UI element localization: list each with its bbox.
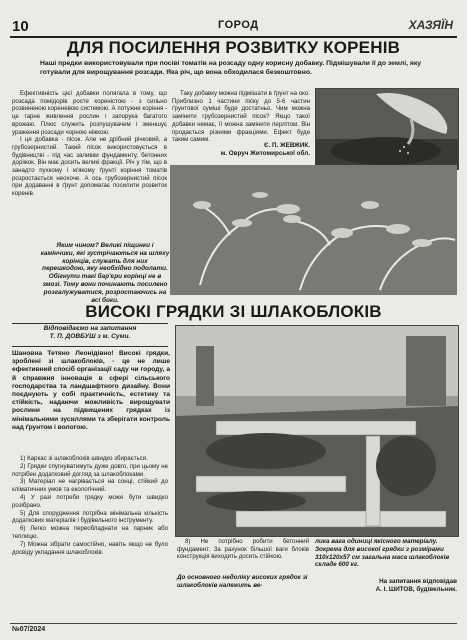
paragraph: Ефективність цієї добавки полягала в тому, що розсада помідорів росте кореністою - з сильно розвиненою кореневою системою. А потужне коріння - це гарне живлення рослин і запорука багатого врожаю. Плюс служить розпушувачем і зменшує ураження розсади чорною ніжкою. bbox=[12, 90, 167, 136]
article1-col2 bbox=[172, 90, 310, 144]
question-credit bbox=[14, 325, 166, 342]
article1-lead: Наші предки використовували при посіві томатів на розсаду одну корисну добавку. Підмішували її до землі, яку готували для вирощування розсади. Яка річ, що вона обходилася безкоштовно. bbox=[40, 60, 422, 76]
author-location: м. Овруч Житомирської обл. bbox=[220, 149, 310, 157]
question-credit-name: Т. П. ДОВБУШ з м. Суми. bbox=[49, 333, 131, 341]
answered-by-name: А. І. ШИТОВ, будівельник. bbox=[375, 585, 457, 593]
list-item: 3) Матеріал не нагрівається на сонці, стійкий до кліматичних умов та екологічний. bbox=[12, 478, 168, 494]
author-name: Є. П. ЖЕВЖИК. bbox=[263, 142, 310, 149]
list-item: 1) Каркас зі шлакоблоків швидко збирається. bbox=[20, 455, 148, 462]
footer-divider bbox=[10, 623, 457, 624]
list-item: 5) Для спорудження потрібна мінімальна кількість додаткових матеріалів і будівельного інструменту. bbox=[12, 509, 168, 525]
article2-intro: Шановна Тетяно Леонідівно! Високі грядки, зроблені зі шлакоблоків, - це не лише ефективний спосіб організації саду чи городу, а й справжня інновація в сфері сільського господарства та ландшафтного дизайну. Вони поєднують у собі практичність, естетику та стійкість, надаючи можливість вирощувати рослини на підвищених грядках із мінімальними зусиллями та зберігати контроль над ґрунтом і вологою. bbox=[12, 350, 170, 431]
answered-by bbox=[315, 578, 457, 594]
paragraph: 8) Не потрібно робити бетонний фундамент. За рахунок більшої ваги блоків конструкція виходить досить стійкою. bbox=[177, 538, 309, 561]
article1-col1 bbox=[12, 90, 167, 198]
article2-title: ВИСОКІ ГРЯДКИ ЗІ ШЛАКОБЛОКІВ bbox=[85, 302, 382, 321]
section-title: ГОРОД bbox=[218, 19, 259, 31]
tomato-seedlings-photo bbox=[170, 165, 457, 295]
list-item: 7) Можна зібрати самостійно, навіть якщо не було досвіду укладання шлакоблоків. bbox=[12, 540, 168, 556]
page-number: 10 bbox=[12, 18, 29, 35]
article1-callout: Яким чином? Великі піщинки і камінчики, які зустрічаються на шляху корінців, служать для них перешкодою, яку необхідно подолати. Обігнути такі бар'єри корінці не в змозі. Тому вони починають посилено розгалужуватися, розростаючись на всі боки. bbox=[40, 242, 170, 304]
question-credit-line: Відповідаємо на запитання bbox=[43, 325, 137, 332]
cinder-block-raised-beds-photo bbox=[175, 325, 459, 537]
weight-text: лика вага одиниці якісного матеріалу. Зокрема для високої грядки з розмірами 310х120х57 см загальна маса шлакоблоків складе 600 кг. bbox=[315, 538, 450, 569]
list-item: 2) Грядки спугнуватимуть дуже довго, при цьому не потрібен додатковий догляд за шлакоблоками. bbox=[12, 462, 168, 478]
brand-name: ХАЗЯЇН bbox=[408, 18, 453, 32]
disadvantage-text: До основного недоліку високих грядок зі шлакоблоків належить ве- bbox=[177, 574, 308, 589]
list-item: 6) Легко можна переобладнати на парник або теплицю. bbox=[12, 525, 168, 540]
paragraph: Таку добавку можна підмішати в ґрунт на око. Приблизно 1 частини піску до 5-6 частин ґрунтової суміші буде достатньо. Чим можна замінити грубозернистий пісок? Якщо такої добавки немає, її можна замінити перлітом. Він продається різними фракціями. Ефект буде таким самим. bbox=[172, 90, 310, 144]
issue-number: №07/2024 bbox=[12, 626, 46, 633]
article1-title: ДЛЯ ПОСИЛЕННЯ РОЗВИТКУ КОРЕНІВ bbox=[66, 38, 401, 57]
photo-illustration bbox=[316, 89, 458, 169]
author-signature bbox=[172, 142, 310, 158]
photo-illustration bbox=[176, 326, 458, 536]
answered-by-line: На запитання відповідав bbox=[379, 578, 457, 585]
point8-text bbox=[177, 538, 309, 561]
paragraph: І ця добавка - пісок. Але не дрібний річковий, а грубозернистий. Такий пісок використовується в будівництві - під час заливки фундаменту, бетонних доріжок. Він має досить великі фракції. Річ у тім, що в занадто пухкому і м'якому ґрунті коріння томатів розростається неохоче. А ось грубозернистий пісок при додаванні в ґрунт допомагає посилити розвиток коренів. bbox=[12, 136, 167, 198]
list-item: 4) У разі потреби грядку може бути швидко розібрано. bbox=[12, 493, 168, 509]
article2-points bbox=[12, 455, 168, 556]
hand-pouring-seeds-photo bbox=[315, 88, 459, 170]
photo-illustration bbox=[170, 165, 457, 295]
